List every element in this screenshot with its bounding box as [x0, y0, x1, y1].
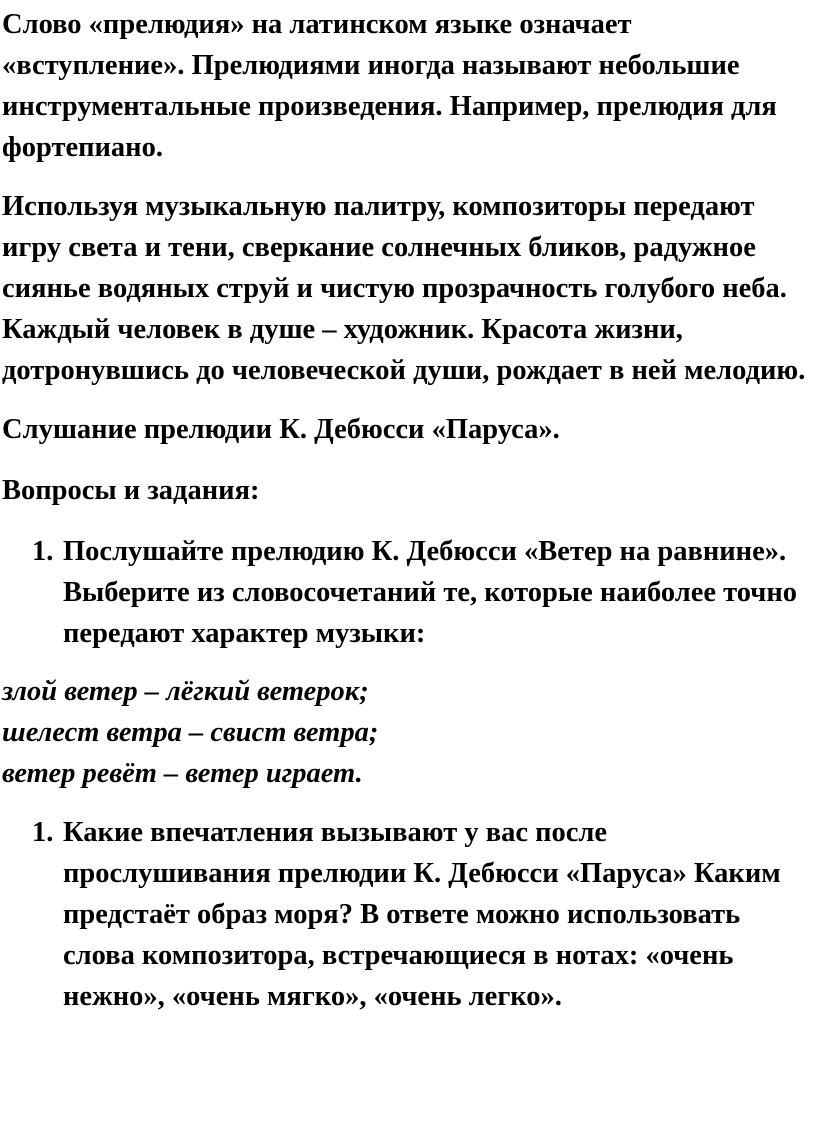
word-pair-line: злой ветер – лёгкий ветерок; [2, 676, 369, 707]
task-text: Послушайте прелюдию К. Дебюсси «Ветер на равнине». Выберите из словосочетаний те, которые наиболее точно передают характер музыки: [63, 536, 798, 649]
task-number: 1. [32, 536, 54, 567]
word-pair-line: шелест ветра – свист ветра; [2, 717, 379, 748]
task-list-1 [2, 531, 806, 654]
task-item-1 [2, 531, 806, 654]
task-item-2 [2, 812, 806, 1017]
word-pairs-block [2, 671, 806, 794]
paragraph-listening-title: Слушание прелюдии К. Дебюсси «Паруса». [2, 414, 560, 445]
paragraph-music-palette: Используя музыкальную палитру, композиторы передают игру света и тени, сверкание солнечных бликов, радужное сиянье водяных струй и чистую прозрачность голубого неба. Каждый человек в душе – художник. Красота жизни, дотронувшись до человеческой души, рождает в ней мелодию. [2, 191, 806, 386]
section-heading-questions: Вопросы и задания: [2, 475, 260, 506]
task-number: 1. [32, 817, 54, 848]
word-pair-line: ветер ревёт – ветер играет. [2, 758, 363, 789]
task-text: Какие впечатления вызывают у вас после прослушивания прелюдии К. Дебюсси «Паруса» Каким предстаёт образ моря? В ответе можно использовать слова композитора, встречающиеся в нотах: «очень нежно», «очень мягко», «очень легко». [63, 817, 781, 1012]
task-list-2 [2, 812, 806, 1017]
paragraph-prelude-definition: Слово «прелюдия» на латинском языке означает «вступление». Прелюдиями иногда называют небольшие инструментальные произведения. Например, прелюдия для фортепиано. [2, 9, 777, 163]
